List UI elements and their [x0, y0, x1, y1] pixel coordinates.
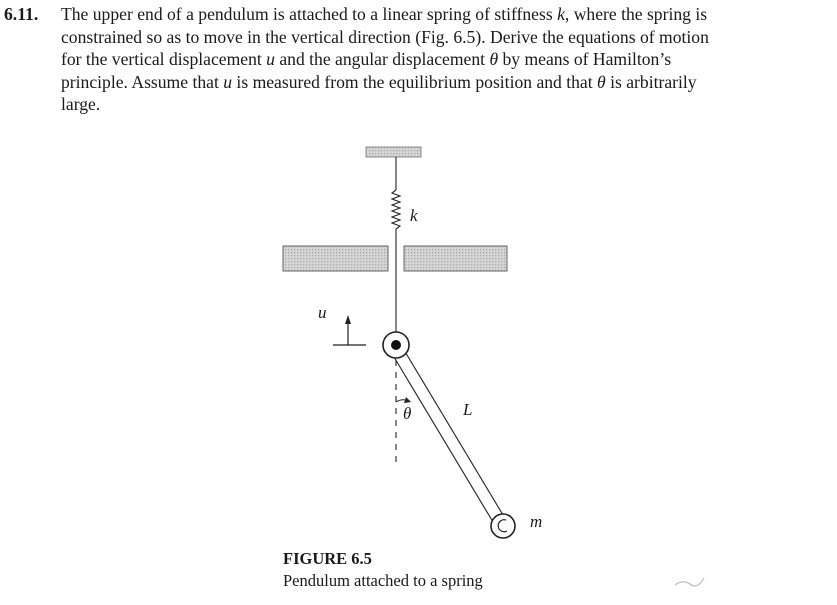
displacement-label: u: [318, 303, 327, 322]
mass-label: m: [530, 512, 543, 531]
angle-label: θ: [403, 404, 412, 423]
problem-line-5: large.: [61, 94, 101, 114]
problem-line-2: constrained so as to move in the vertical direction (Fig. 6.5). Derive the equations of motion: [61, 26, 709, 47]
displacement-arrowhead: [345, 315, 351, 324]
guide-plate-left: [283, 246, 388, 271]
figure-caption: [283, 548, 483, 592]
pivot-pin: [391, 340, 401, 350]
figure-caption-title: FIGURE 6.5: [283, 549, 372, 568]
pendulum-rod-edge-2: [401, 345, 506, 520]
length-label: L: [463, 400, 473, 419]
pendulum-rod-edge-1: [391, 352, 496, 527]
pendulum-mass: [491, 514, 515, 538]
guide-plate-right: [404, 246, 507, 271]
problem-number: 6.11.: [4, 4, 39, 24]
problem-line-4: principle. Assume that u is measured from the equilibrium position and that θ is arbitrarily: [61, 71, 697, 92]
spring-stiffness-label: k: [410, 206, 418, 225]
ceiling-support: [366, 147, 421, 157]
stray-mark: [675, 578, 704, 586]
spring-coil: [392, 190, 400, 229]
problem-line-3: for the vertical displacement u and the angular displacement θ by means of Hamilton’s: [61, 49, 672, 69]
figure-caption-text: Pendulum attached to a spring: [283, 571, 483, 590]
angle-arrowhead: [404, 397, 411, 403]
problem-line-1: The upper end of a pendulum is attached to a linear spring of stiffness k, where the spring is: [61, 4, 708, 24]
